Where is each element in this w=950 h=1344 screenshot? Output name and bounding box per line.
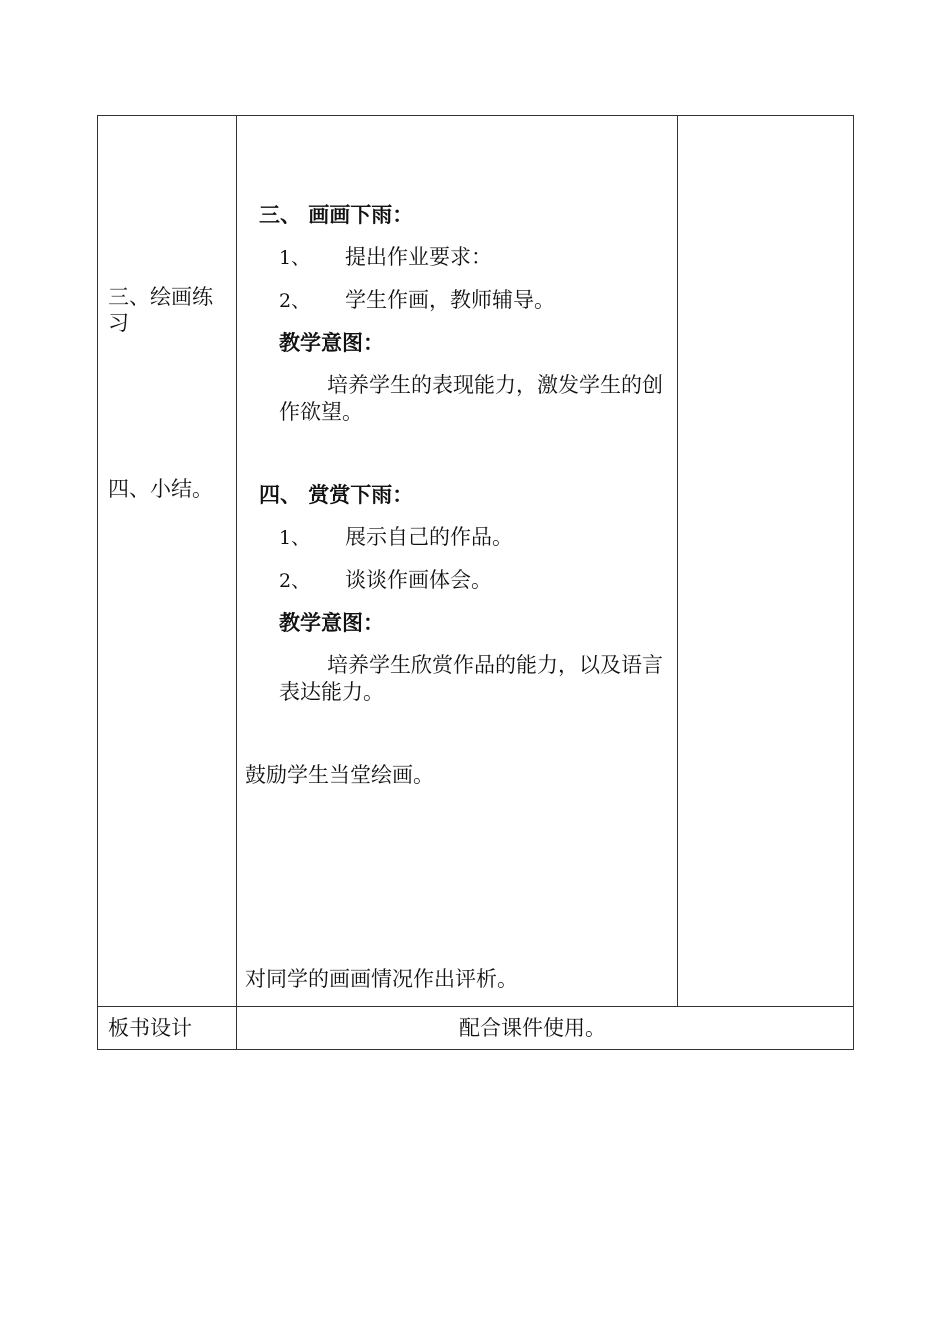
section-3-item-1-number: 1、 bbox=[279, 247, 311, 269]
section-3-intent-label: 教学意图： bbox=[279, 331, 384, 355]
notes-column-cell bbox=[678, 116, 854, 1007]
board-content-cell bbox=[237, 1007, 854, 1050]
section-4-intent-text: 培养学生欣赏作品的能力，以及语言表达能力。 bbox=[279, 653, 663, 704]
section-3-item-2-number: 2、 bbox=[279, 290, 311, 312]
section-4-intent-label: 教学意图： bbox=[279, 611, 384, 635]
section-3-item-2-text: 学生作画，教师辅导。 bbox=[345, 288, 555, 312]
section-4-heading: 四、 赏赏下雨： bbox=[259, 483, 414, 507]
stage-column-cell bbox=[98, 116, 237, 1007]
board-label-cell bbox=[98, 1007, 237, 1050]
section-3-item-1-text: 提出作业要求： bbox=[345, 245, 492, 269]
lesson-plan-table bbox=[97, 115, 854, 1050]
evaluate-note: 对同学的画画情况作出评析。 bbox=[245, 967, 518, 991]
stage-4-label: 四、小结。 bbox=[108, 477, 213, 501]
section-3-intent-text: 培养学生的表现能力，激发学生的创作欲望。 bbox=[279, 373, 663, 424]
section-4-item-1-text: 展示自己的作品。 bbox=[345, 525, 513, 549]
board-design-label: 板书设计 bbox=[108, 1016, 192, 1040]
section-4-item-2-text: 谈谈作画体会。 bbox=[345, 568, 492, 592]
board-design-row bbox=[98, 1007, 854, 1050]
activity-column-cell bbox=[237, 116, 678, 1007]
stage-3-label: 三、绘画练习 bbox=[108, 285, 213, 335]
board-design-content: 配合课件使用。 bbox=[459, 1016, 606, 1040]
section-4-item-2-number: 2、 bbox=[279, 570, 311, 592]
section-4-item-1-number: 1、 bbox=[279, 527, 311, 549]
section-3-heading: 三、 画画下雨： bbox=[259, 203, 414, 227]
lesson-steps-row bbox=[98, 116, 854, 1007]
encourage-note: 鼓励学生当堂绘画。 bbox=[245, 763, 434, 787]
